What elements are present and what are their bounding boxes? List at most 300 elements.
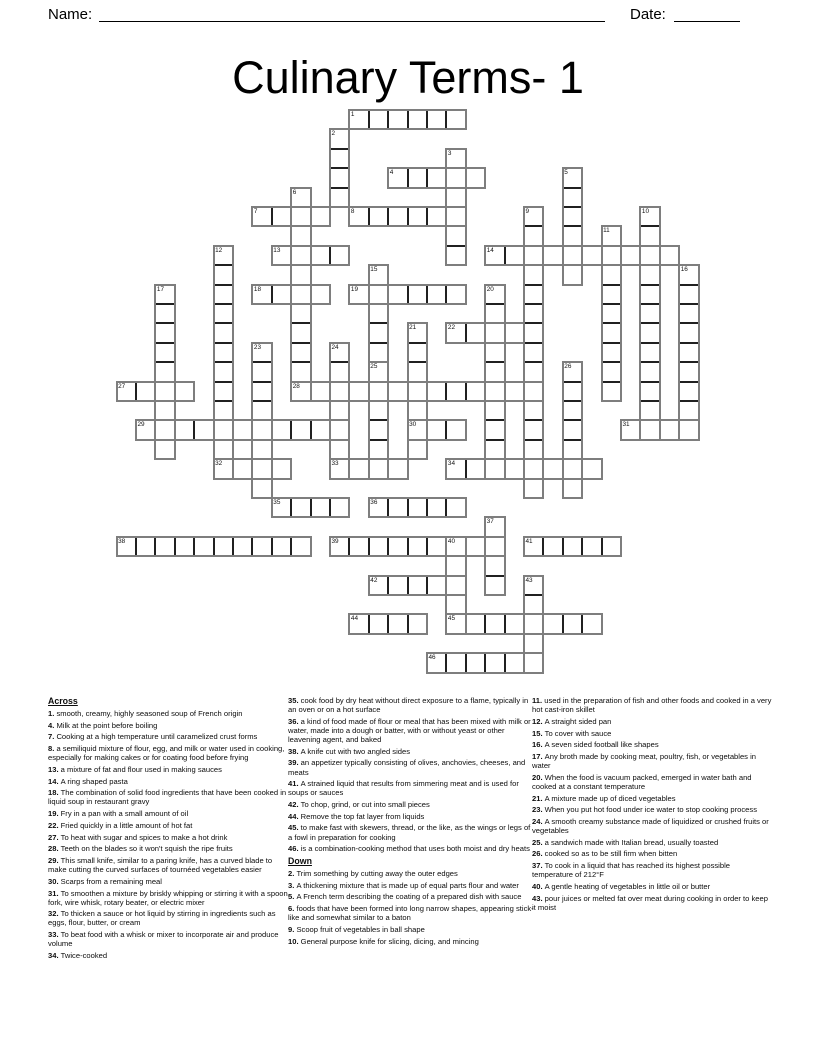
clue-1 [48,709,290,718]
grid-cell[interactable] [485,556,504,575]
grid-cell[interactable] [330,362,349,381]
clue-section-header-down: Down [288,855,312,866]
grid-cell[interactable] [524,420,543,439]
grid-cell[interactable] [427,110,446,129]
grid-cell[interactable] [369,382,388,401]
grid-cell[interactable] [330,149,349,168]
grid-cell[interactable] [427,207,446,226]
grid-cell[interactable] [155,401,174,420]
grid-cell[interactable] [408,207,427,226]
grid-cell[interactable] [485,304,504,323]
grid-cell[interactable] [291,285,310,304]
grid-cell[interactable] [640,382,659,401]
grid-cell[interactable] [563,459,582,478]
clue-number-20: 20 [486,285,494,293]
clue-num: 11. [532,696,545,705]
grid-cell[interactable] [466,323,485,342]
grid-cell[interactable] [543,537,562,556]
grid-cell[interactable] [505,653,524,672]
grid-cell[interactable] [311,246,330,265]
clue-text: foods that have been formed into long narrow shapes, appearing stick-like and somewhat similar to a baton [288,904,534,923]
grid-cell[interactable] [640,401,659,420]
grid-cell[interactable] [408,614,427,633]
grid-cell[interactable] [233,537,252,556]
grid-cell[interactable] [233,459,252,478]
grid-cell[interactable] [349,459,368,478]
grid-cell[interactable] [602,285,621,304]
clue-text: Fry in a pan with a small amount of oil [60,809,189,819]
grid-cell[interactable] [485,459,504,478]
grid-cell[interactable] [679,420,698,439]
grid-cell[interactable] [679,401,698,420]
clue-text: to make fast with skewers, thread, or the like, as the wings or legs of a fowl in preparation for cooking [288,823,531,842]
grid-cell[interactable] [272,285,291,304]
grid-cell[interactable] [485,537,504,556]
grid-cell[interactable] [446,498,465,517]
grid-cell[interactable] [272,537,291,556]
clue-19 [48,809,290,818]
grid-cell[interactable] [524,382,543,401]
grid-cell[interactable] [291,265,310,284]
grid-cell[interactable] [640,226,659,245]
grid-cell[interactable] [485,614,504,633]
grid-cell[interactable] [640,420,659,439]
grid-cell[interactable] [388,498,407,517]
clue-text: Trim something by cutting away the outer edges [296,869,458,879]
clue-23 [532,805,772,814]
grid-cell[interactable] [155,420,174,439]
grid-cell[interactable] [291,323,310,342]
clue-text: To chop, grind, or cut into small pieces [300,800,430,810]
clue-num: 28. [48,844,61,854]
grid-cell[interactable] [563,614,582,633]
grid-cell[interactable] [446,207,465,226]
clue-text: an appetizer typically consisting of olives, anchovies, cheeses, and meats [288,758,526,777]
clue-27 [48,833,290,842]
clue-number-2: 2 [331,130,336,138]
clue-8 [48,744,290,762]
clue-number-4: 4 [389,169,394,177]
grid-cell[interactable] [427,498,446,517]
grid-cell[interactable] [252,459,271,478]
grid-cell[interactable] [446,576,465,595]
grid-cell[interactable] [524,653,543,672]
grid-cell[interactable] [524,459,543,478]
grid-cell[interactable] [446,285,465,304]
grid-cell[interactable] [291,537,310,556]
grid-cell[interactable] [155,323,174,342]
grid-cell[interactable] [369,110,388,129]
grid-cell[interactable] [485,653,504,672]
clue-text: To cook in a liquid that has reached its highest possible temperature of 212°F [532,861,730,880]
grid-cell[interactable] [330,168,349,187]
grid-cell[interactable] [330,188,349,207]
grid-cell[interactable] [640,343,659,362]
clue-15 [532,729,772,738]
grid-cell[interactable] [563,207,582,226]
clue-num: 19. [48,809,61,819]
grid-cell[interactable] [679,323,698,342]
grid-cell[interactable] [388,207,407,226]
grid-cell[interactable] [660,420,679,439]
grid-cell[interactable] [388,285,407,304]
grid-cell[interactable] [369,304,388,323]
grid-cell[interactable] [155,537,174,556]
grid-cell[interactable] [446,595,465,614]
grid-cell[interactable] [427,420,446,439]
clue-text: A thickening mixture that is made up of equal parts flour and water [296,880,519,890]
grid-cell[interactable] [252,420,271,439]
grid-cell[interactable] [524,226,543,245]
clue-num: 14. [48,776,61,786]
clue-6 [288,904,534,922]
grid-cell[interactable] [602,537,621,556]
grid-cell[interactable] [408,362,427,381]
grid-cell[interactable] [388,614,407,633]
grid-cell[interactable] [369,420,388,439]
grid-cell[interactable] [388,110,407,129]
clue-30 [48,877,290,886]
grid-cell[interactable] [524,362,543,381]
grid-cell[interactable] [408,285,427,304]
grid-cell[interactable] [563,479,582,498]
grid-cell[interactable] [679,304,698,323]
grid-cell[interactable] [679,285,698,304]
grid-cell[interactable] [291,420,310,439]
grid-cell[interactable] [679,343,698,362]
grid-cell[interactable] [291,498,310,517]
grid-cell[interactable] [446,246,465,265]
grid-cell[interactable] [524,343,543,362]
grid-cell[interactable] [485,401,504,420]
grid-cell[interactable] [602,304,621,323]
clue-number-37: 37 [486,518,494,526]
grid-cell[interactable] [524,285,543,304]
grid-cell[interactable] [330,498,349,517]
grid-cell[interactable] [640,285,659,304]
grid-cell[interactable] [330,246,349,265]
grid-cell[interactable] [272,459,291,478]
grid-cell[interactable] [155,304,174,323]
grid-cell[interactable] [369,207,388,226]
grid-cell[interactable] [155,362,174,381]
grid-cell[interactable] [602,382,621,401]
clue-number-8: 8 [350,208,355,215]
grid-cell[interactable] [563,420,582,439]
grid-cell[interactable] [640,246,659,265]
clue-40 [532,882,772,891]
grid-cell[interactable] [524,246,543,265]
grid-cell[interactable] [505,246,524,265]
grid-cell[interactable] [311,207,330,226]
name-input-line[interactable] [99,7,605,22]
grid-cell[interactable] [427,168,446,187]
grid-cell[interactable] [446,188,465,207]
clue-number-22: 22 [447,324,455,332]
grid-cell[interactable] [466,653,485,672]
grid-cell[interactable] [408,168,427,187]
grid-cell[interactable] [543,246,562,265]
clue-number-43: 43 [525,576,533,584]
grid-cell[interactable] [214,285,233,304]
grid-cell[interactable] [446,653,465,672]
grid-cell[interactable] [621,246,640,265]
grid-cell[interactable] [291,226,310,245]
grid-cell[interactable] [466,382,485,401]
clue-number-30: 30 [409,421,417,429]
grid-cell[interactable] [524,479,543,498]
grid-cell[interactable] [408,401,427,420]
grid-cell[interactable] [388,576,407,595]
grid-cell[interactable] [640,265,659,284]
grid-cell[interactable] [408,110,427,129]
grid-cell[interactable] [214,265,233,284]
grid-cell[interactable] [505,459,524,478]
grid-cell[interactable] [485,440,504,459]
grid-cell[interactable] [369,614,388,633]
grid-cell[interactable] [640,362,659,381]
clue-text: To heat with sugar and spices to make a hot drink [60,832,228,842]
grid-cell[interactable] [214,323,233,342]
grid-cell[interactable] [563,226,582,245]
grid-cell[interactable] [485,323,504,342]
grid-cell[interactable] [311,382,330,401]
grid-cell[interactable] [505,382,524,401]
grid-cell[interactable] [679,382,698,401]
grid-cell[interactable] [252,382,271,401]
grid-cell[interactable] [408,343,427,362]
grid-cell[interactable] [602,323,621,342]
grid-cell[interactable] [214,362,233,381]
grid-cell[interactable] [291,246,310,265]
grid-cell[interactable] [582,459,601,478]
grid-cell[interactable] [543,614,562,633]
clue-num: 31. [48,888,61,898]
grid-cell[interactable] [602,265,621,284]
grid-cell[interactable] [640,323,659,342]
grid-cell[interactable] [311,285,330,304]
grid-cell[interactable] [485,576,504,595]
grid-cell[interactable] [194,420,213,439]
grid-cell[interactable] [466,537,485,556]
grid-cell[interactable] [155,440,174,459]
date-input-line[interactable] [674,7,740,22]
grid-cell[interactable] [524,634,543,653]
grid-cell[interactable] [252,479,271,498]
grid-cell[interactable] [272,207,291,226]
grid-cell[interactable] [485,343,504,362]
grid-cell[interactable] [214,382,233,401]
grid-cell[interactable] [446,420,465,439]
grid-cell[interactable] [291,343,310,362]
clue-22 [48,821,290,830]
grid-cell[interactable] [155,343,174,362]
grid-cell[interactable] [485,362,504,381]
grid-cell[interactable] [214,537,233,556]
grid-cell[interactable] [291,207,310,226]
grid-cell[interactable] [582,537,601,556]
clue-number-10: 10 [641,208,649,215]
grid-cell[interactable] [408,382,427,401]
grid-cell[interactable] [446,226,465,245]
grid-cell[interactable] [524,440,543,459]
grid-cell[interactable] [602,343,621,362]
grid-cell[interactable] [233,420,252,439]
clue-2 [288,869,534,878]
grid-cell[interactable] [485,382,504,401]
grid-cell[interactable] [214,420,233,439]
grid-cell[interactable] [524,595,543,614]
grid-cell[interactable] [466,614,485,633]
grid-cell[interactable] [543,459,562,478]
clue-21 [532,794,772,803]
grid-cell[interactable] [252,362,271,381]
grid-cell[interactable] [582,246,601,265]
grid-cell[interactable] [214,343,233,362]
clue-38 [288,747,534,756]
grid-cell[interactable] [485,420,504,439]
grid-cell[interactable] [427,537,446,556]
grid-cell[interactable] [388,382,407,401]
grid-cell[interactable] [252,401,271,420]
grid-cell[interactable] [505,614,524,633]
grid-cell[interactable] [563,265,582,284]
grid-cell[interactable] [330,420,349,439]
page-title: Culinary Terms- 1 [232,52,584,103]
grid-cell[interactable] [660,246,679,265]
grid-cell[interactable] [640,304,659,323]
grid-cell[interactable] [427,285,446,304]
grid-cell[interactable] [175,420,194,439]
grid-cell[interactable] [505,323,524,342]
grid-cell[interactable] [252,537,271,556]
grid-cell[interactable] [349,382,368,401]
clue-13 [48,765,290,774]
clue-text: A gentle heating of vegetables in little oil or butter [544,881,711,891]
grid-cell[interactable] [446,556,465,575]
clue-text: Milk at the point before boiling [56,720,158,730]
clue-9 [288,925,534,934]
grid-cell[interactable] [136,382,155,401]
grid-cell[interactable] [291,304,310,323]
grid-cell[interactable] [563,246,582,265]
clue-number-31: 31 [622,421,630,429]
grid-cell[interactable] [563,401,582,420]
clue-text: Any broth made by cooking meat, poultry, fish, or vegetables in water [532,751,757,771]
grid-cell[interactable] [330,440,349,459]
grid-cell[interactable] [194,537,213,556]
grid-cell[interactable] [446,382,465,401]
grid-cell[interactable] [408,537,427,556]
grid-cell[interactable] [330,401,349,420]
clue-number-36: 36 [370,499,378,506]
clue-number-35: 35 [273,499,281,506]
grid-cell[interactable] [563,188,582,207]
clue-text: To smoothen a mixture by briskly whipping or stirring it with a spoon, fork, wire whisk, rotary beater, or electric mixer [48,888,290,907]
grid-cell[interactable] [369,285,388,304]
grid-cell[interactable] [408,440,427,459]
grid-cell[interactable] [369,459,388,478]
grid-cell[interactable] [175,382,194,401]
grid-cell[interactable] [330,382,349,401]
grid-cell[interactable] [563,440,582,459]
grid-cell[interactable] [427,576,446,595]
clue-number-16: 16 [680,266,688,274]
clue-number-27: 27 [118,382,126,390]
clue-18 [48,788,290,806]
grid-cell[interactable] [388,537,407,556]
name-label: Name: [48,6,93,23]
grid-cell[interactable] [408,576,427,595]
grid-cell[interactable] [272,420,291,439]
clue-number-6: 6 [292,188,297,196]
grid-cell[interactable] [446,110,465,129]
clue-num: 43. [532,893,545,903]
grid-cell[interactable] [349,537,368,556]
grid-cell[interactable] [214,401,233,420]
grid-cell[interactable] [679,362,698,381]
grid-cell[interactable] [524,614,543,633]
grid-cell[interactable] [524,401,543,420]
grid-cell[interactable] [252,440,271,459]
grid-cell[interactable] [446,168,465,187]
grid-cell[interactable] [369,343,388,362]
clue-num: 8. [48,744,57,754]
clue-text: a semiliquid mixture of flour, egg, and milk or water used in cooking, especially for making cakes or for coating food before frying [48,744,285,763]
grid-cell[interactable] [175,537,194,556]
clue-num: 2. [288,869,297,879]
grid-cell[interactable] [136,537,155,556]
clue-text: is a combination-cooking method that uses both moist and dry heats [300,844,530,854]
clue-text: A strained liquid that results from simmering meat and is used for soups or sauces [288,779,519,798]
grid-cell[interactable] [602,246,621,265]
grid-cell[interactable] [291,362,310,381]
clue-num: 29. [48,856,61,865]
clue-number-24: 24 [331,343,339,351]
grid-cell[interactable] [602,362,621,381]
clue-num: 44. [288,811,301,821]
grid-cell[interactable] [524,304,543,323]
grid-cell[interactable] [524,265,543,284]
grid-cell[interactable] [408,498,427,517]
clue-20 [532,773,772,791]
clue-text: A mixture made up of diced vegetables [544,793,676,803]
grid-cell[interactable] [369,323,388,342]
grid-cell[interactable] [369,537,388,556]
grid-cell[interactable] [563,382,582,401]
grid-cell[interactable] [369,401,388,420]
grid-cell[interactable] [582,614,601,633]
grid-cell[interactable] [311,420,330,439]
clue-number-25: 25 [370,363,378,371]
grid-cell[interactable] [524,323,543,342]
clue-32 [48,909,290,927]
grid-cell[interactable] [214,304,233,323]
grid-cell[interactable] [214,440,233,459]
grid-cell[interactable] [311,498,330,517]
grid-cell[interactable] [466,459,485,478]
grid-cell[interactable] [427,382,446,401]
grid-cell[interactable] [369,440,388,459]
grid-cell[interactable] [388,459,407,478]
clue-number-7: 7 [253,208,258,215]
grid-cell[interactable] [563,537,582,556]
clue-text: A straight sided pan [544,716,612,726]
grid-cell[interactable] [155,382,174,401]
clue-7 [48,732,290,741]
grid-cell[interactable] [466,168,485,187]
clue-number-23: 23 [253,343,261,351]
